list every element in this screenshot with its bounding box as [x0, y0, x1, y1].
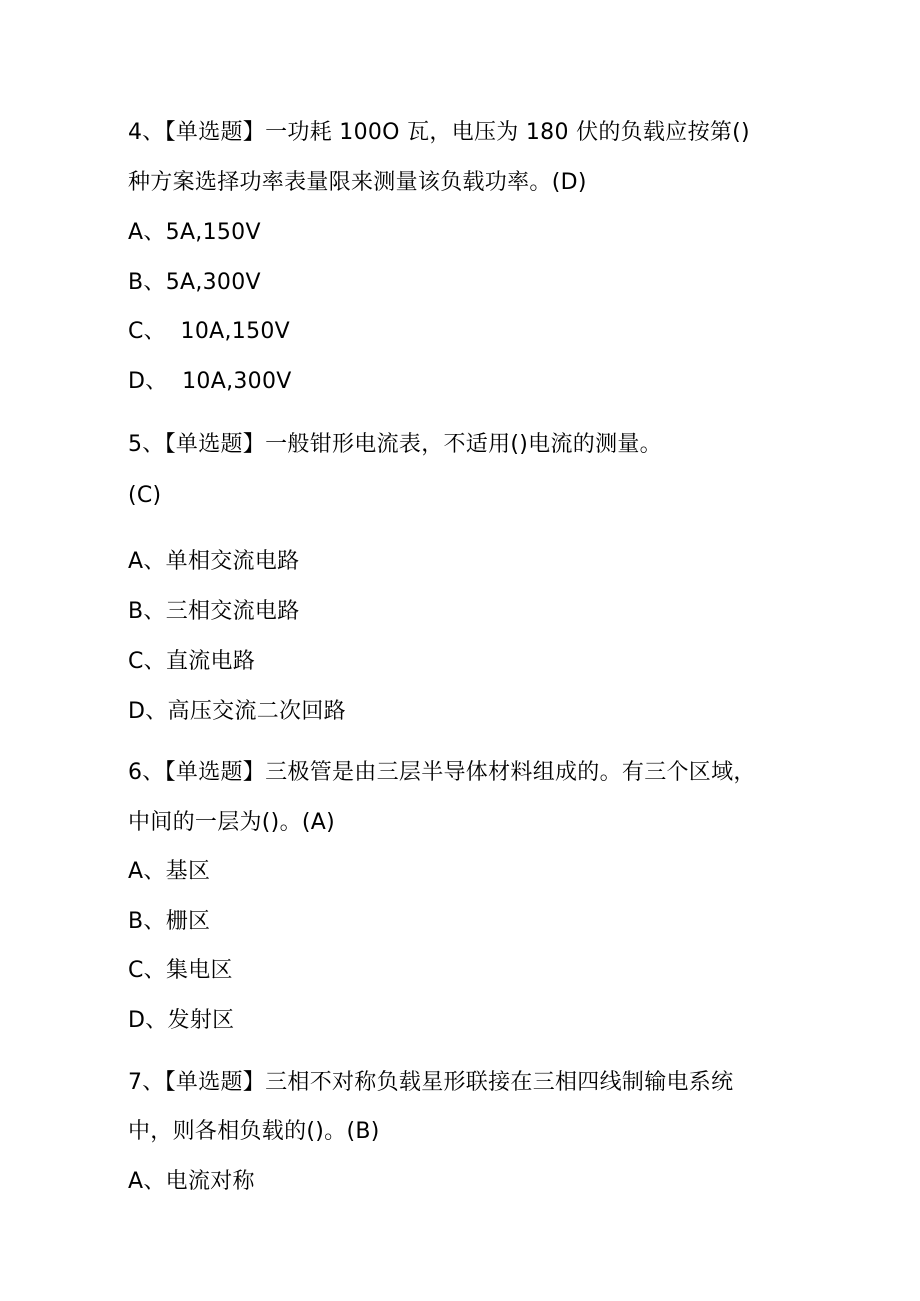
question-5-stem-line-2: (C) [128, 483, 162, 508]
question-4-option-d: D、 10A,300V [128, 369, 292, 394]
question-6-option-c: C、集电区 [128, 958, 233, 983]
question-4-option-b: B、5A,300V [128, 270, 261, 295]
question-7-option-a: A、电流对称 [128, 1169, 255, 1194]
question-5-option-c: C、直流电路 [128, 649, 256, 674]
question-6-stem-line-1: 6、【单选题】三极管是由三层半导体材料组成的。有三个区域， [128, 760, 756, 785]
question-6-option-d: D、发射区 [128, 1008, 235, 1033]
question-4-stem-line-1: 4、【单选题】一功耗 100O 瓦，电压为 180 伏的负载应按第() [128, 120, 750, 145]
question-4-stem-line-2: 种方案选择功率表量限来测量该负载功率。(D) [128, 170, 587, 195]
question-5-option-a: A、单相交流电路 [128, 549, 300, 574]
question-6-option-b: B、栅区 [128, 909, 211, 934]
question-7-stem-line-1: 7、【单选题】三相不对称负载星形联接在三相四线制输电系统 [128, 1070, 734, 1095]
question-7-stem-line-2: 中，则各相负载的()。(B) [128, 1119, 380, 1144]
question-4-option-a: A、5A,150V [128, 220, 261, 245]
question-6-stem-line-2: 中间的一层为()。(A) [128, 810, 335, 835]
question-4-option-c: C、 10A,150V [128, 319, 291, 344]
question-5-stem-line-1: 5、【单选题】一般钳形电流表，不适用()电流的测量。 [128, 432, 662, 457]
question-5-option-b: B、三相交流电路 [128, 599, 300, 624]
question-6-option-a: A、基区 [128, 859, 211, 884]
question-5-option-d: D、高压交流二次回路 [128, 699, 346, 724]
